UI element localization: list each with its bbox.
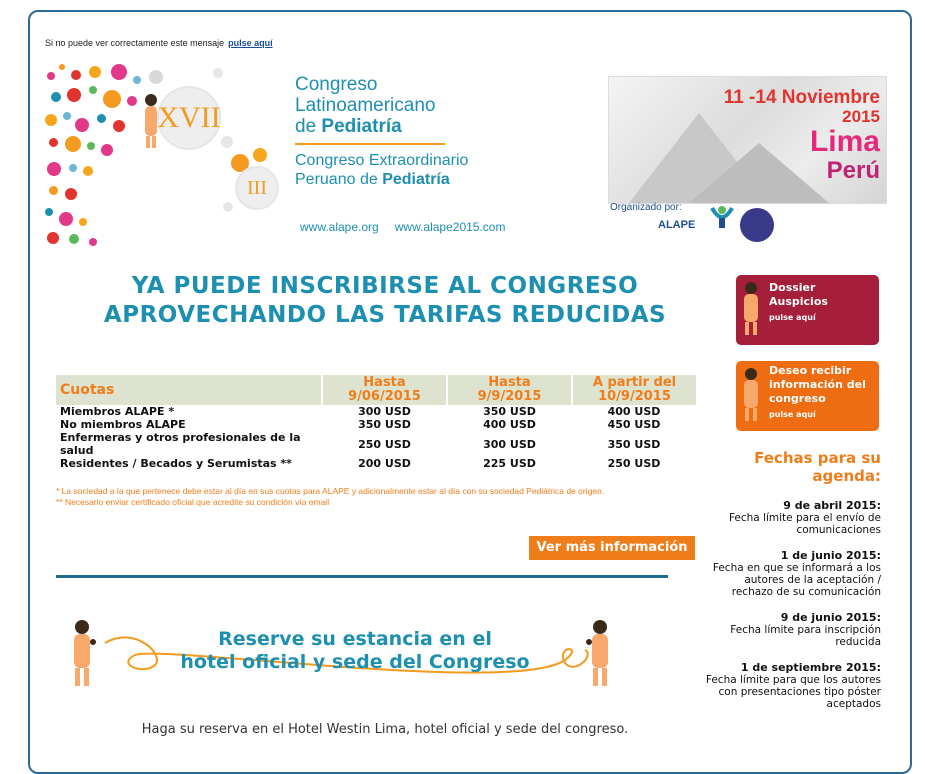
decorative-dots (45, 62, 145, 248)
fee-value: 200 USD (358, 457, 411, 470)
banner-urls (300, 220, 505, 234)
fee-value: 250 USD (607, 457, 661, 470)
list-item (700, 550, 881, 598)
hotel-title (175, 628, 535, 674)
fee-value: 250 USD (358, 437, 411, 451)
more-info-button[interactable]: Ver más información (529, 536, 695, 560)
fee-value: 350 USD (358, 418, 411, 431)
agenda-desc: Fecha límite para que los autores con presentaciones tipo póster aceptados (705, 674, 881, 710)
list-item (700, 612, 881, 648)
congress-title (295, 74, 595, 189)
url-alape2015[interactable]: www.alape2015.com (394, 220, 506, 234)
info-sub: pulse aquí (769, 410, 816, 419)
date-range: 11 -14 Noviembre (723, 87, 880, 108)
congress-banner (45, 62, 885, 250)
agenda-desc: Fecha límite para inscripción reducida (730, 624, 881, 648)
fee-note-1: * La sociedad a la que pertenece debe estar al día en sus cuotas para ALAPE y adicionalmente estar al día con su sociedad Pediátrica de origen. (56, 486, 605, 496)
title-line3: de Pediatría (295, 116, 402, 137)
registration-headline (45, 272, 725, 330)
agenda-list (700, 500, 881, 724)
fee-value: 350 USD (483, 405, 536, 418)
fee-value: 300 USD (358, 405, 411, 418)
info-label-3: congreso (769, 392, 826, 405)
fees-col-3: A partir del 10/9/2015 (572, 375, 696, 405)
event-year: 2015 (842, 107, 880, 126)
agenda-title: Fechas para su agenda: (754, 449, 881, 485)
fee-category: No miembros ALAPE (60, 418, 186, 431)
agenda-date: 9 de abril 2015: (783, 499, 881, 512)
agenda-date: 9 de junio 2015: (780, 611, 881, 624)
agenda-desc: Fecha en que se informará a los autores de la aceptación / rechazo de su comunicación (712, 562, 881, 598)
fee-value: 350 USD (607, 437, 661, 451)
info-label-1: Deseo recibir (769, 364, 852, 377)
fees-table (56, 375, 696, 470)
organizers (610, 202, 696, 231)
society-seal-icon (740, 208, 774, 242)
hotel-title-line1: Reserve su estancia en el (218, 628, 492, 650)
hotel-text: Haga su reserva en el Hotel Westin Lima, hotel oficial y sede del congreso. (141, 722, 629, 737)
title-divider (295, 143, 445, 145)
agenda-date: 1 de septiembre 2015: (740, 661, 881, 674)
hotel-title-line2: hotel oficial y sede del Congreso (180, 651, 530, 673)
event-country: Perú (826, 157, 880, 184)
machu-picchu-image (608, 76, 887, 204)
agenda-desc: Fecha límite para el envío de comunicaciones (728, 512, 881, 536)
fee-value: 450 USD (607, 418, 661, 431)
fee-category: Enfermeras y otros profesionales de la salud (60, 431, 301, 457)
list-item (700, 500, 881, 536)
view-online-line (45, 38, 273, 48)
dossier-label-2: Auspicios (769, 295, 828, 308)
table-row (56, 405, 696, 418)
fee-value: 400 USD (483, 418, 536, 431)
dossier-sub: pulse aquí (769, 313, 816, 322)
request-info-button[interactable] (736, 361, 879, 431)
table-row (56, 431, 696, 457)
url-alape[interactable]: www.alape.org (300, 220, 379, 234)
fee-note-2: ** Necesario enviar certificado oficial que acredite su condición vía email (56, 497, 330, 507)
dossier-button[interactable] (736, 275, 879, 345)
roman-iii-badge: III (235, 166, 279, 210)
table-row (56, 457, 696, 470)
view-online-text: Si no puede ver correctamente este mensaje (45, 38, 225, 48)
event-dates (724, 87, 880, 185)
dossier-label-1: Dossier (769, 281, 816, 294)
info-label-2: información del (769, 378, 866, 391)
fee-category: Miembros ALAPE * (60, 405, 175, 418)
title-line1: Congreso (295, 74, 378, 95)
fee-value: 400 USD (607, 405, 661, 418)
fee-value: 300 USD (483, 437, 536, 451)
alape-logo-text: ALAPE (658, 219, 696, 231)
child-figure-icon (738, 281, 764, 337)
fee-category: Residentes / Becados y Serumistas ** (60, 457, 292, 470)
view-online-link[interactable]: pulse aquí (228, 38, 273, 48)
fee-value: 225 USD (483, 457, 536, 470)
child-figure-right-icon (585, 618, 615, 690)
title-line2: Latinoamericano (295, 95, 436, 116)
list-item (700, 662, 881, 710)
roman-xvii-badge: XVII (157, 86, 221, 150)
fees-col-1: Hasta 9/06/2015 (322, 375, 447, 405)
subtitle-line2: Peruano de Pediatría (295, 171, 450, 188)
table-row (56, 418, 696, 431)
child-figure-icon (738, 367, 764, 423)
fees-header-label: Cuotas (56, 375, 322, 405)
fees-notes (56, 486, 686, 508)
alape-logo-icon (708, 204, 736, 230)
organized-by-label: Organizado por: (610, 202, 682, 213)
event-city: Lima (809, 125, 880, 158)
agenda-date: 1 de junio 2015: (780, 549, 881, 562)
subtitle-line1: Congreso Extraordinario (295, 152, 469, 169)
headline-line1: YA PUEDE INSCRIBIRSE AL CONGRESO (131, 273, 639, 299)
headline-line2: APROVECHANDO LAS TARIFAS REDUCIDAS (103, 302, 667, 328)
section-divider (56, 575, 668, 578)
child-figure-left-icon (67, 618, 97, 690)
fees-col-2: Hasta 9/9/2015 (447, 375, 572, 405)
